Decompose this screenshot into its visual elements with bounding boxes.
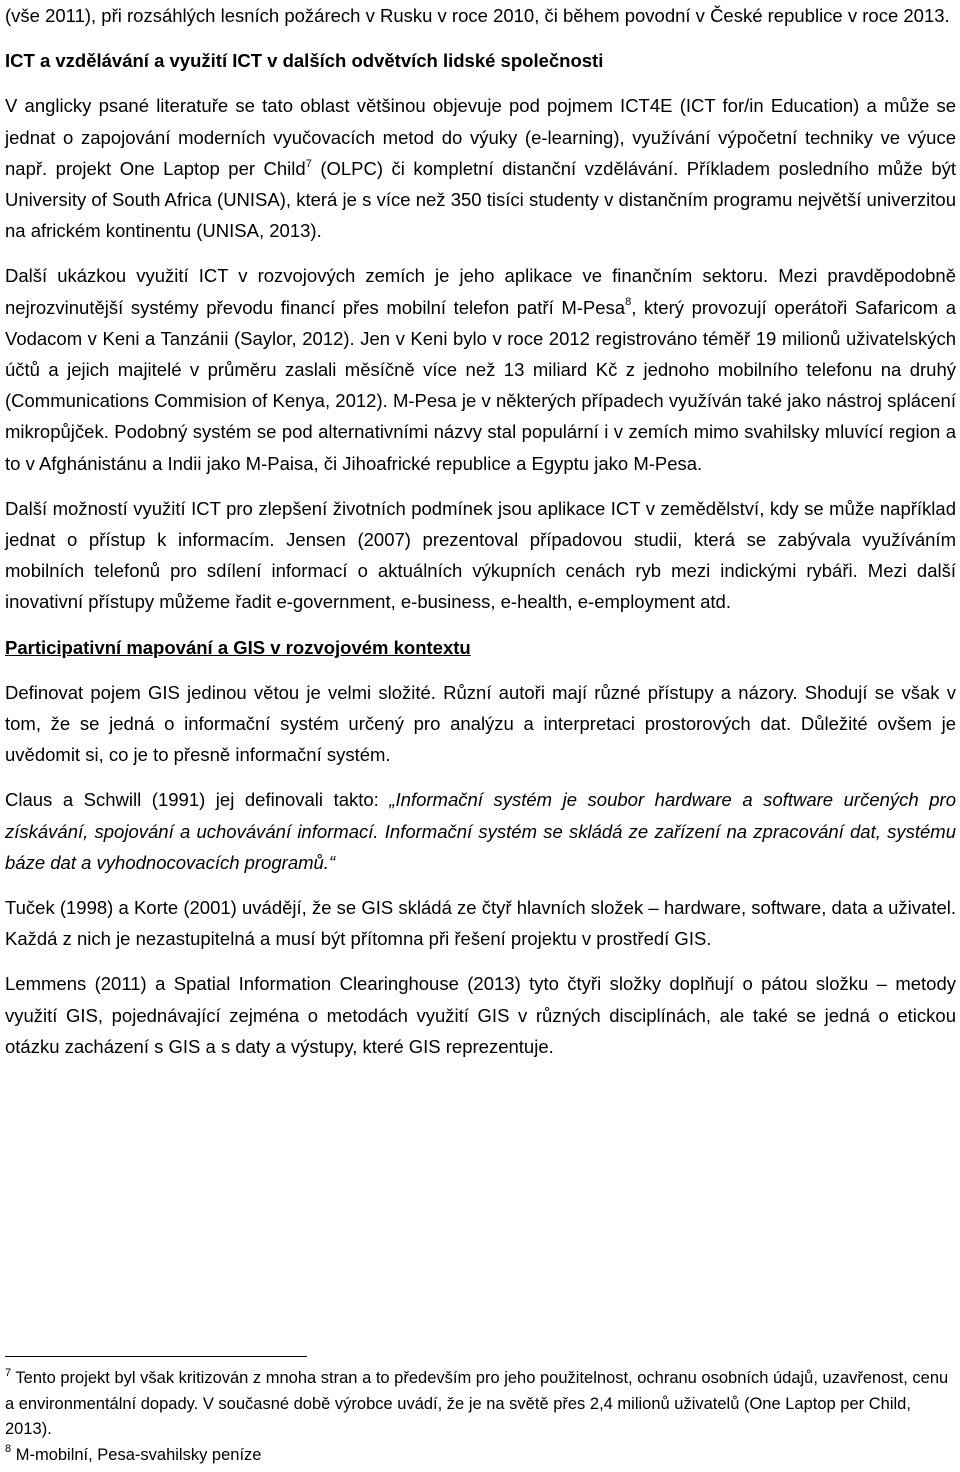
footnote-8	[5, 1443, 956, 1469]
footnotes	[5, 1366, 956, 1468]
footnote-7	[5, 1366, 956, 1443]
paragraph-intro: (vše 2011), při rozsáhlých lesních požárech v Rusku v roce 2010, či během povodní v České republice v roce 2013.	[5, 5, 950, 26]
section-heading-gis: Participativní mapování a GIS v rozvojovém kontextu	[5, 636, 471, 658]
paragraph-claus-schwill	[5, 784, 956, 878]
paragraph-ict4e-part1: V anglicky psané literatuře se tato oblast většinou objevuje pod pojmem ICT4E (ICT for/in Education) a může se jednat o zapojování moderních vyučovacích metod do výuky (e-learning), využívání výpočetní techniky ve výuce např. projekt One Laptop per Child	[5, 95, 956, 179]
footnote-ref-7[interactable]: 7	[305, 157, 312, 170]
definition-quote: „Informační systém je soubor hardware a software určených pro získávání, spojování a uchovávání informací. Informační systém se skládá ze zařízení na zpracování dat, systému báze dat a vyhodnocovacích programů.“	[5, 789, 956, 873]
paragraph-claus-schwill-intro: Claus a Schwill (1991) jej definovali takto:	[5, 789, 390, 811]
section-heading-ict: ICT a vzdělávání a využití ICT v dalších odvětvích lidské společnosti	[5, 50, 604, 72]
paragraph-tucek-korte: Tuček (1998) a Korte (2001) uvádějí, že se GIS skládá ze čtyř hlavních složek – hardware, software, data a uživatel. Každá z nich je nezastupitelná a musí být přítomna při řešení projektu v prostředí GIS.	[5, 897, 956, 950]
paragraph-gis-definition: Definovat pojem GIS jedinou větou je velmi složité. Různí autoři mají různé přístupy a názory. Shodují se však v tom, že se jedná o informační systém určený pro analýzu a interpretaci prostorových dat. Důležité ovšem je uvědomit si, co je to přesně informační systém.	[5, 681, 956, 766]
footnote-text: M-mobilní, Pesa-svahilsky peníze	[11, 1445, 262, 1464]
paragraph-agriculture: Další možností využití ICT pro zlepšení životních podmínek jsou aplikace ICT v zemědělství, kdy se může například jednat o přístup k informacím. Jensen (2007) prezentoval případovou studii, která se zabývala využíváním mobilních telefonů pro sdílení informací o aktuálních výkupních cenách ryb mezi indickými rybáři. Mezi další inovativní přístupy můžeme řadit e-government, e-business, e-health, e-employment atd.	[5, 497, 956, 613]
paragraph-ict4e	[5, 90, 956, 246]
footnote-number: 8	[5, 1443, 12, 1455]
footnote-number: 7	[5, 1366, 12, 1379]
paragraph-mpesa	[5, 260, 956, 478]
paragraph-ict4e-part2: (OLPC) či kompletní distanční vzdělávání. Příkladem posledního může být University of South Africa (UNISA), která je s více než 350 tisíci studenty v distančním programu největší univerzitou na africkém kontinentu (UNISA, 2013).	[5, 157, 956, 242]
footnote-text: Tento projekt byl však kritizován z mnoha stran a to především pro jeho použitelnost, ochranu osobních údajů, uzavřenost, cenu a environmentální dopady. V současné době výrobce uvádí, že je na světě přes 2,4 milionů uživatelů (One Laptop per Child, 2013).	[5, 1369, 949, 1438]
paragraph-mpesa-part2: , který provozují operátoři Safaricom a Vodacom v Keni a Tanzánii (Saylor, 2012). Jen v Keni bylo v roce 2012 registrováno téměř 19 milionů uživatelských účtů a jejich majitelé v průměru zaslali měsíčně více než 13 miliard Kč z jednoho mobilního telefonu na druhý (Communications Commision of Kenya, 2012). M-Pesa je v některých případech využíván také jako nástroj splácení mikropůjček. Podobný systém se pod alternativními názvy stal populární i v zemích mimo svahilsky mluvící region a to v Afghánistánu a Indii jako M-Paisa, či Jihoafrické republice a Egyptu jako M-Pesa.	[5, 296, 956, 474]
document-body	[5, 0, 956, 1062]
paragraph-mpesa-part1: Další ukázkou využití ICT v rozvojových zemích je jeho aplikace ve finančním sektoru. Mezi pravděpodobně nejrozvinutější systémy převodu financí přes mobilní telefon patří M-Pesa	[5, 265, 956, 318]
paragraph-lemmens: Lemmens (2011) a Spatial Information Clearinghouse (2013) tyto čtyři složky doplňují o pátou složku – metody využití GIS, pojednávající zejména o metodách využití GIS v různých disciplínách, ale také se jedná o etickou otázku zacházení s GIS a s daty a výstupy, které GIS reprezentuje.	[5, 973, 956, 1057]
footnote-ref-8[interactable]: 8	[625, 296, 632, 309]
footnote-separator	[5, 1356, 307, 1357]
